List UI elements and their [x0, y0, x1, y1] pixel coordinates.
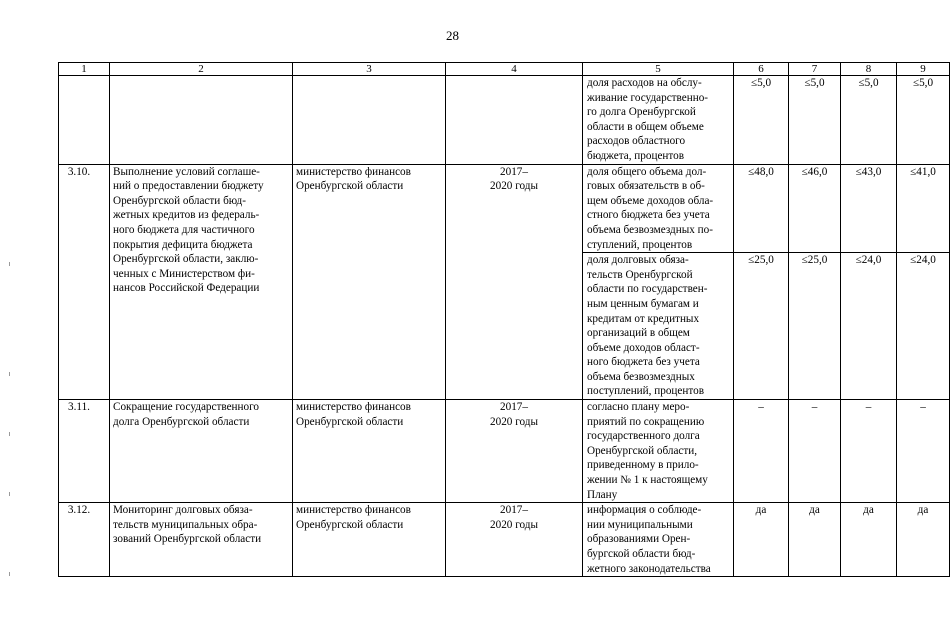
- column-number-9: 9: [897, 63, 950, 76]
- executor-cell: министерство финансов Оренбургской области: [293, 164, 446, 400]
- executor-cell: [293, 76, 446, 165]
- table-row: [59, 503, 950, 577]
- period-cell: [446, 76, 583, 165]
- column-number-3: 3: [293, 63, 446, 76]
- column-number-1: 1: [59, 63, 110, 76]
- indicator-cell: согласно плану меро- приятий по сокращению государственного долга Оренбургской области, приведенному в прило- жении № 1 к настоящему Плану: [583, 400, 734, 503]
- action-cell: Сокращение государственного долга Оренбургской области: [110, 400, 293, 503]
- column-number-5: 5: [583, 63, 734, 76]
- executor-cell: министерство финансов Оренбургской области: [293, 503, 446, 577]
- value-cell-year-1: ≤5,0: [734, 76, 789, 165]
- indicator-cell: доля расходов на обслу- живание государственно- го долга Оренбургской области в общем объеме расходов областного бюджета, процентов: [583, 76, 734, 165]
- value-cell-year-2: –: [789, 400, 841, 503]
- value-cell-year-4: ≤5,0: [897, 76, 950, 165]
- row-number-cell: 3.10.: [59, 164, 110, 400]
- scan-artifact: [9, 492, 10, 496]
- column-number-4: 4: [446, 63, 583, 76]
- period-cell: 2017– 2020 годы: [446, 400, 583, 503]
- value-cell-year-2: да: [789, 503, 841, 577]
- value-cell-year-3: да: [841, 503, 897, 577]
- value-cell-year-1: да: [734, 503, 789, 577]
- plan-table: [58, 62, 950, 577]
- indicator-cell: доля долговых обяза- тельств Оренбургской области по государствен- ным ценным бумагам и кредитам от кредитных организаций в общем объеме доходов област- ного бюджета без учета объема безвозмездных поступлений, процентов: [583, 253, 734, 400]
- value-cell-year-1: ≤25,0: [734, 253, 789, 400]
- column-number-7: 7: [789, 63, 841, 76]
- row-number-cell: 3.11.: [59, 400, 110, 503]
- value-cell-year-2: ≤25,0: [789, 253, 841, 400]
- scan-artifact: [9, 572, 10, 576]
- scan-artifact: [9, 262, 10, 266]
- indicator-cell: информация о соблюде- нии муниципальными образованиями Орен- бургской области бюд- жетного законодательства: [583, 503, 734, 577]
- column-number-2: 2: [110, 63, 293, 76]
- scan-artifact: [9, 432, 10, 436]
- value-cell-year-4: ≤24,0: [897, 253, 950, 400]
- value-cell-year-3: ≤43,0: [841, 164, 897, 253]
- value-cell-year-1: –: [734, 400, 789, 503]
- value-cell-year-3: ≤24,0: [841, 253, 897, 400]
- table-row: [59, 164, 950, 253]
- action-cell: Мониторинг долговых обяза- тельств муниципальных обра- зований Оренбургской области: [110, 503, 293, 577]
- period-cell: 2017– 2020 годы: [446, 164, 583, 400]
- value-cell-year-2: ≤5,0: [789, 76, 841, 165]
- value-cell-year-2: ≤46,0: [789, 164, 841, 253]
- indicator-cell: доля общего объема дол- говых обязательств в об- щем объеме доходов обла- стного бюджета без учета объема безвозмездных по- ступлений, процентов: [583, 164, 734, 253]
- column-number-6: 6: [734, 63, 789, 76]
- row-number-cell: [59, 76, 110, 165]
- table-header-row: [59, 63, 950, 76]
- table-row: [59, 76, 950, 165]
- row-number-cell: 3.12.: [59, 503, 110, 577]
- period-cell: 2017– 2020 годы: [446, 503, 583, 577]
- page-number: 28: [446, 28, 459, 43]
- column-number-8: 8: [841, 63, 897, 76]
- action-cell: Выполнение условий соглаше- ний о предоставлении бюджету Оренбургской области бюд- жетных кредитов из федераль- ного бюджета для частичного покрытия дефицита бюджета Оренбургской области, заклю- ченных с Министерством фи- нансов Российской Федерации: [110, 164, 293, 400]
- value-cell-year-4: ≤41,0: [897, 164, 950, 253]
- value-cell-year-4: –: [897, 400, 950, 503]
- table-row: [59, 400, 950, 503]
- scan-artifact: [9, 372, 10, 376]
- executor-cell: министерство финансов Оренбургской области: [293, 400, 446, 503]
- value-cell-year-3: –: [841, 400, 897, 503]
- value-cell-year-3: ≤5,0: [841, 76, 897, 165]
- value-cell-year-1: ≤48,0: [734, 164, 789, 253]
- action-cell: [110, 76, 293, 165]
- value-cell-year-4: да: [897, 503, 950, 577]
